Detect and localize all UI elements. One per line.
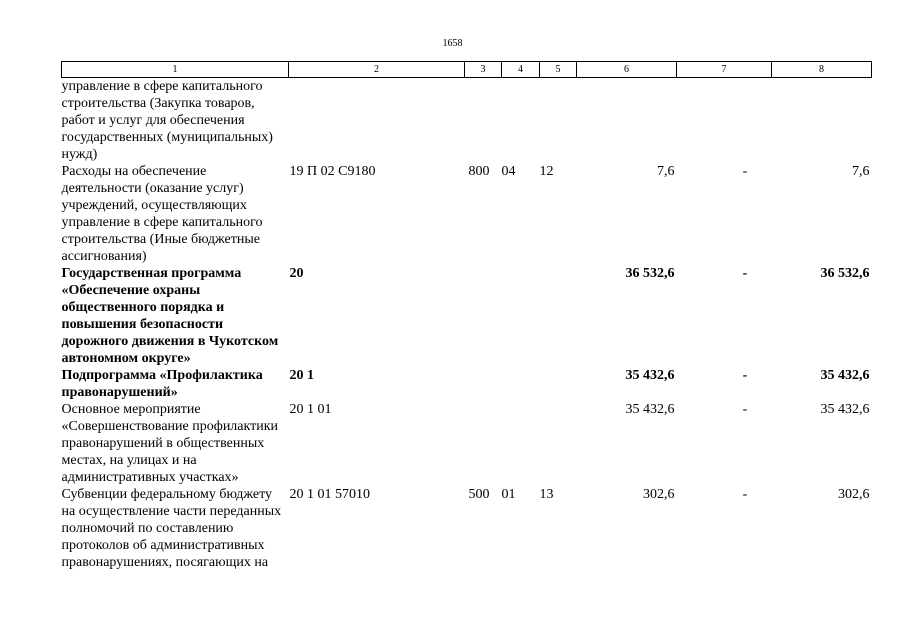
row-change: - (742, 402, 748, 417)
row-section (502, 78, 540, 164)
row-amount: 35 432,6 (625, 402, 675, 417)
row-change: - (742, 164, 748, 179)
column-header-7: 7 (677, 62, 772, 78)
column-header-5: 5 (540, 62, 577, 78)
column-header-4: 4 (502, 62, 540, 78)
row-total: 36 532,6 (820, 266, 870, 281)
table-row (62, 265, 872, 367)
column-header-1: 1 (62, 62, 289, 78)
row-code: 20 (289, 266, 304, 281)
row-name: Субвенции федеральному бюджету на осуществление части переданных полномочий по составлению протоколов об административных правонарушениях, посягающих на (61, 487, 282, 570)
row-section (502, 401, 540, 486)
row-amount: 302,6 (643, 487, 675, 502)
row-code: 20 1 01 (289, 402, 332, 417)
table-row (62, 78, 872, 164)
table-row (62, 401, 872, 486)
row-code: 19 П 02 С9180 (289, 164, 376, 179)
row-name: Расходы на обеспечение деятельности (оказание услуг) учреждений, осуществляющих управление в сфере капитального строительства (Иные бюджетные ассигнования) (61, 164, 263, 264)
row-expense-type (465, 78, 502, 164)
row-name: управление в сфере капитального строительства (Закупка товаров, работ и услуг для обеспечения государственных (муниципальных) нужд) (61, 79, 273, 162)
row-subsection (540, 78, 577, 164)
column-header-2: 2 (289, 62, 465, 78)
row-expense-type: 800 (468, 164, 490, 179)
header-row (62, 62, 872, 78)
row-total: 35 432,6 (820, 402, 870, 417)
row-name: Основное мероприятие «Совершенствование профилактики правонарушений в общественных местах, на улицах и на административных участках» (61, 402, 279, 485)
row-section: 04 (501, 164, 516, 179)
row-total: 7,6 (852, 164, 870, 179)
page-number: 1658 (442, 38, 463, 49)
row-amount (577, 78, 677, 164)
column-header-3: 3 (465, 62, 502, 78)
row-subsection: 13 (539, 487, 554, 502)
row-amount: 7,6 (657, 164, 675, 179)
row-subsection (540, 265, 577, 367)
table-row (62, 486, 872, 571)
row-section: 01 (501, 487, 516, 502)
row-code: 20 1 (289, 368, 314, 383)
row-amount: 35 432,6 (625, 368, 675, 383)
column-header-6: 6 (577, 62, 677, 78)
row-subsection (540, 367, 577, 401)
row-change: - (742, 487, 748, 502)
row-total (772, 78, 872, 164)
row-total: 302,6 (838, 487, 870, 502)
row-subsection (540, 401, 577, 486)
row-expense-type (465, 265, 502, 367)
row-section (502, 367, 540, 401)
budget-table (61, 61, 872, 571)
row-total: 35 432,6 (820, 368, 870, 383)
table-row (62, 367, 872, 401)
row-amount: 36 532,6 (625, 266, 675, 281)
row-section (502, 265, 540, 367)
row-code (289, 78, 465, 164)
row-subsection: 12 (539, 164, 554, 179)
table-row (62, 163, 872, 265)
row-expense-type (465, 367, 502, 401)
row-expense-type: 500 (468, 487, 490, 502)
row-expense-type (465, 401, 502, 486)
column-header-8: 8 (772, 62, 872, 78)
row-change: - (742, 266, 748, 281)
row-change (677, 78, 772, 164)
row-code: 20 1 01 57010 (289, 487, 370, 502)
row-name: Государственная программа «Обеспечение охраны общественного порядка и повышения безопасности дорожного движения в Чукотском автономном округе» (61, 266, 279, 366)
row-change: - (742, 368, 748, 383)
row-name: Подпрограмма «Профилактика правонарушений» (61, 368, 263, 400)
